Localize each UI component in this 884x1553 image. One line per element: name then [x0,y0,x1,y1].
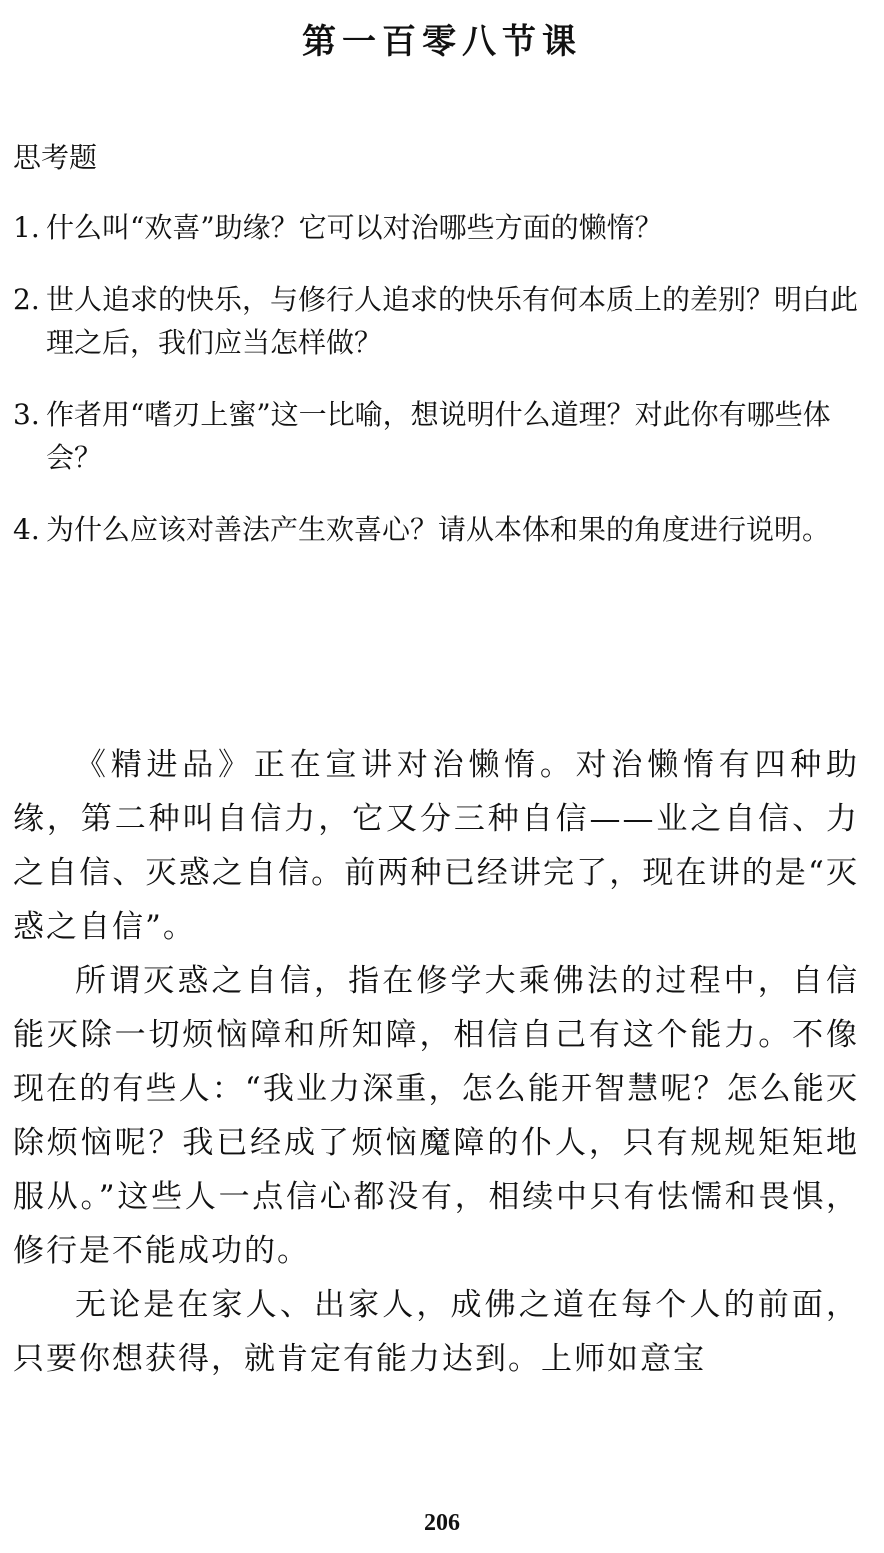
question-list [13,206,863,580]
question-number: 2. [13,283,40,316]
question-item [13,206,863,249]
question-text: 世人追求的快乐，与修行人追求的快乐有何本质上的差别？明白此理之后，我们应当怎样做？ [46,283,859,359]
lesson-body [13,738,859,1386]
question-text: 为什么应该对善法产生欢喜心？请从本体和果的角度进行说明。 [46,513,831,546]
question-number: 4. [13,513,40,546]
question-text: 作者用“嗜刃上蜜”这一比喻，想说明什么道理？对此你有哪些体会？ [46,398,831,474]
question-item [13,508,863,551]
question-number: 3. [13,398,40,431]
question-number: 1. [13,211,40,244]
question-text: 什么叫“欢喜”助缘？它可以对治哪些方面的懒惰？ [46,211,663,244]
page-number: 206 [424,1510,460,1536]
question-item [13,393,863,479]
section-heading: 思考题 [13,141,98,174]
lesson-title: 第一百零八节课 [302,22,582,62]
body-paragraph: 《精进品》正在宣讲对治懒惰。对治懒惰有四种助缘，第二种叫自信力，它又分三种自信——业之自信、力之自信、灭惑之自信。前两种已经讲完了，现在讲的是“灭惑之自信”。 [13,747,859,945]
question-item [13,278,863,364]
body-paragraph: 所谓灭惑之自信，指在修学大乘佛法的过程中，自信能灭除一切烦恼障和所知障，相信自己有这个能力。不像现在的有些人：“我业力深重，怎么能开智慧呢？怎么能灭除烦恼呢？我已经成了烦恼魔障的仆人，只有规规矩矩地服从。”这些人一点信心都没有，相续中只有怯懦和畏惧，修行是不能成功的。 [13,963,859,1269]
body-paragraph: 无论是在家人、出家人，成佛之道在每个人的前面，只要你想获得，就肯定有能力达到。上师如意宝 [13,1287,859,1377]
